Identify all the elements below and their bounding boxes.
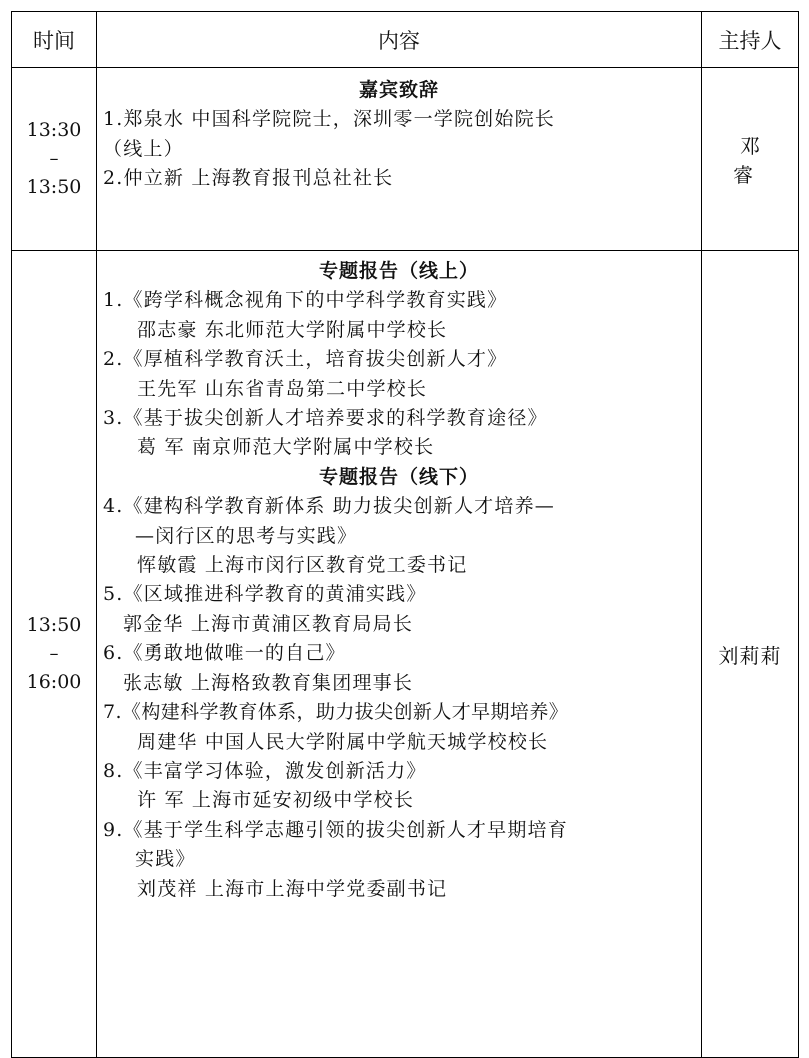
talk-4-title-cont: —闵行区的思考与实践》: [135, 524, 358, 547]
talk-1-speaker: 邵志豪 东北师范大学附属中学校长: [137, 318, 448, 341]
session1-item-1-note: （线上）: [103, 137, 184, 160]
talk-4-speaker: 恽敏霞 上海市闵行区教育党工委书记: [137, 554, 468, 577]
talk-9-title-cont: 实践》: [135, 848, 196, 871]
talk-8-title: 8.《丰富学习体验，激发创新活力》: [103, 759, 427, 782]
talk-9-speaker: 刘茂祥 上海市上海中学党委副书记: [137, 877, 448, 900]
session2-time-end: 16:00: [26, 671, 82, 693]
session2-time: [12, 251, 97, 1058]
talk-7-title: 7.《构建科学教育体系，助力拔尖创新人才早期培养》: [103, 701, 569, 724]
talk-6-title: 6.《勇敢地做唯一的自己》: [103, 642, 346, 665]
session1-title: 嘉宾致辞: [358, 79, 439, 101]
session2-host-name: 刘莉莉: [718, 643, 782, 668]
talk-3-title: 3.《基于拔尖创新人才培养要求的科学教育途径》: [103, 407, 548, 430]
session1-time-separator: –: [49, 148, 59, 169]
talk-1-title: 1.《跨学科概念视角下的中学科学教育实践》: [103, 289, 508, 312]
session-keynote-reports: [12, 251, 799, 1058]
talk-4-title: 4.《建构科学教育新体系 助力拔尖创新人才培养—: [103, 495, 555, 518]
session2-time-start: 13:50: [26, 614, 82, 636]
session1-time-end: 13:50: [26, 176, 82, 198]
header-time: 时间: [12, 12, 97, 68]
session1-time-start: 13:30: [26, 119, 82, 141]
header-host: 主持人: [702, 12, 799, 68]
session1-host-name: 邓 睿: [733, 134, 774, 187]
talk-9-title: 9.《基于学生科学志趣引领的拔尖创新人才早期培育: [103, 818, 568, 841]
header-row: [12, 12, 799, 68]
offline-reports-title: 专题报告（线下）: [318, 465, 479, 488]
session-guest-speeches: [12, 68, 799, 251]
talk-8-speaker: 许 军 上海市延安初级中学校长: [137, 789, 415, 812]
session1-host: [702, 68, 799, 251]
talk-6-speaker: 张志敏 上海格致教育集团理事长: [123, 671, 414, 694]
talk-5-speaker: 郭金华 上海市黄浦区教育局局长: [123, 612, 414, 635]
session1-item-1: 1.郑泉水 中国科学院院士，深圳零一学院创始院长: [103, 108, 555, 131]
session2-content: [97, 251, 702, 1058]
talk-2-title: 2.《厚植科学教育沃土，培育拔尖创新人才》: [103, 348, 508, 371]
header-content: 内容: [97, 12, 702, 68]
session2-time-separator: –: [49, 643, 59, 664]
session1-content: [97, 68, 702, 251]
online-reports-title: 专题报告（线上）: [318, 260, 479, 282]
talk-7-speaker: 周建华 中国人民大学附属中学航天城学校校长: [137, 730, 549, 753]
session1-time: [12, 68, 97, 251]
talk-2-speaker: 王先军 山东省青岛第二中学校长: [137, 377, 428, 400]
talk-5-title: 5.《区域推进科学教育的黄浦实践》: [103, 583, 427, 606]
talk-3-speaker: 葛 军 南京师范大学附属中学校长: [137, 436, 435, 459]
session1-item-2: 2.仲立新 上海教育报刊总社社长: [103, 167, 394, 190]
session2-host: [702, 251, 799, 1058]
agenda-table: [11, 11, 799, 1058]
